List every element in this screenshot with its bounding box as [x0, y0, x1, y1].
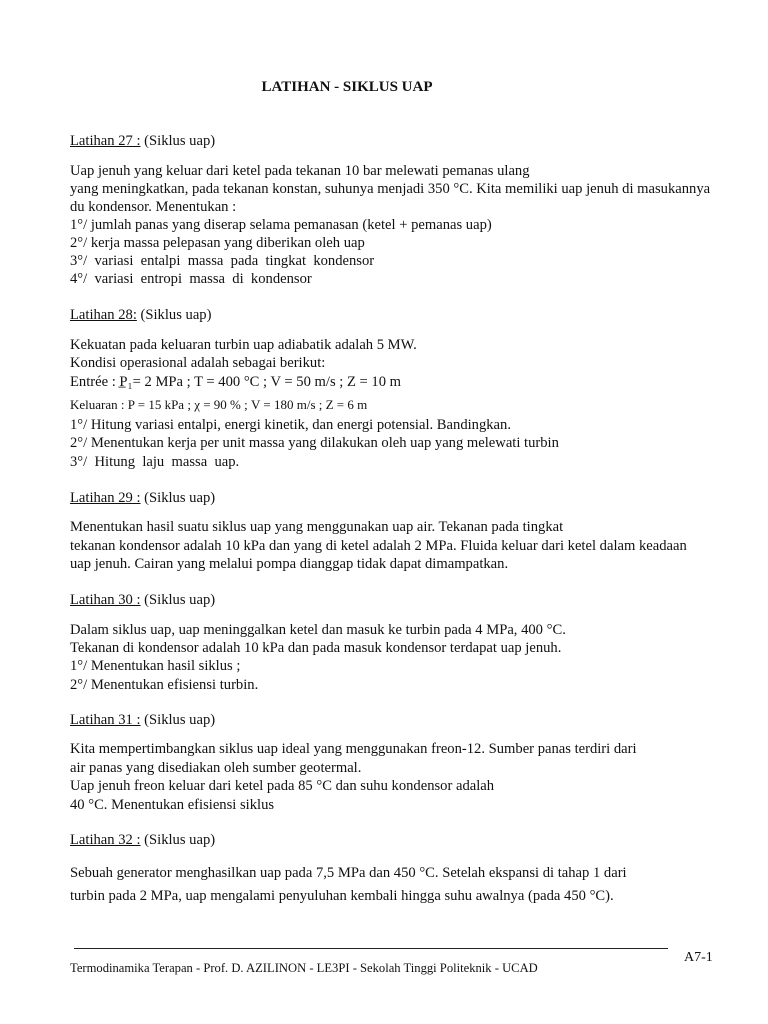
list-item: 3°/ Hitung laju massa uap.: [70, 454, 240, 470]
paragraph-line: uap jenuh. Cairan yang melalui pompa dianggap tidak dapat dimampatkan.: [70, 556, 509, 572]
paragraph-line: Dalam siklus uap, uap meninggalkan ketel dan masuk ke turbin pada 4 MPa, 400 °C.: [70, 622, 566, 638]
paragraph-line: Sebuah generator menghasilkan uap pada 7,5 MPa dan 450 °C. Setelah ekspansi di tahap 1 dari: [70, 865, 627, 881]
paragraph-line: Kondisi operasional adalah sebagai berikut:: [70, 355, 326, 371]
list-item: 1°/ Menentukan hasil siklus ;: [70, 658, 241, 674]
section-heading-label: Latihan 28:: [70, 307, 137, 323]
page-title: LATIHAN - SIKLUS UAP: [261, 79, 433, 95]
section-heading-28: [70, 306, 211, 324]
section-heading-32: [70, 831, 215, 849]
list-item: 2°/ Menentukan efisiensi turbin.: [70, 677, 259, 693]
list-item: 4°/ variasi entropi massa di kondensor: [70, 271, 312, 287]
section-heading-subtitle: (Siklus uap): [140, 832, 216, 848]
section-heading-label: Latihan 31 :: [70, 712, 141, 728]
section-heading-27: [70, 132, 215, 150]
paragraph-line: 40 °C. Menentukan efisiensi siklus: [70, 797, 275, 813]
section-heading-label: Latihan 32 :: [70, 832, 141, 848]
footer-text: Termodinamika Terapan - Prof. D. AZILINON - LE3PI - Sekolah Tinggi Politeknik - UCAD: [70, 961, 538, 975]
footer-rule: [74, 948, 668, 949]
section-heading-subtitle: (Siklus uap): [140, 592, 216, 608]
section-heading-29: [70, 489, 215, 507]
paragraph-line: Uap jenuh yang keluar dari ketel pada tekanan 10 bar melewati pemanas ulang: [70, 163, 530, 179]
paragraph-line: Tekanan di kondensor adalah 10 kPa dan pada masuk kondensor terdapat uap jenuh.: [70, 640, 562, 656]
inlet-conditions: Entrée : P̲₁= 2 MPa ; T = 400 °C ; V = 50 m/s ; Z = 10 m: [70, 374, 402, 390]
section-heading-subtitle: (Siklus uap): [136, 307, 212, 323]
paragraph-line: yang meningkatkan, pada tekanan konstan, suhunya menjadi 350 °C. Kita memiliki uap jenuh di masukannya: [70, 181, 711, 197]
list-item: 2°/ kerja massa pelepasan yang diberikan oleh uap: [70, 235, 365, 251]
section-heading-subtitle: (Siklus uap): [140, 490, 216, 506]
paragraph-line: Kekuatan pada keluaran turbin uap adiabatik adalah 5 MW.: [70, 337, 417, 353]
section-heading-subtitle: (Siklus uap): [140, 133, 216, 149]
section-heading-31: [70, 711, 215, 729]
list-item: 1°/ Hitung variasi entalpi, energi kinetik, dan energi potensial. Bandingkan.: [70, 417, 511, 433]
section-heading-label: Latihan 27 :: [70, 133, 141, 149]
list-item: 2°/ Menentukan kerja per unit massa yang dilakukan oleh uap yang melewati turbin: [70, 435, 559, 451]
section-heading-30: [70, 591, 215, 609]
paragraph-line: Uap jenuh freon keluar dari ketel pada 85 °C dan suhu kondensor adalah: [70, 778, 495, 794]
paragraph-line: Kita mempertimbangkan siklus uap ideal yang menggunakan freon-12. Sumber panas terdiri dari: [70, 741, 637, 757]
paragraph-line: du kondensor. Menentukan :: [70, 199, 237, 215]
section-heading-label: Latihan 30 :: [70, 592, 141, 608]
paragraph-line: turbin pada 2 MPa, uap mengalami penyuluhan kembali hingga suhu awalnya (pada 450 °C).: [70, 888, 614, 904]
section-heading-subtitle: (Siklus uap): [140, 712, 216, 728]
outlet-conditions: Keluaran : P = 15 kPa ; χ = 90 % ; V = 180 m/s ; Z = 6 m: [70, 397, 368, 412]
list-item: 1°/ jumlah panas yang diserap selama pemanasan (ketel + pemanas uap): [70, 217, 492, 233]
list-item: 3°/ variasi entalpi massa pada tingkat kondensor: [70, 253, 375, 269]
paragraph-line: air panas yang disediakan oleh sumber geotermal.: [70, 760, 362, 776]
section-heading-label: Latihan 29 :: [70, 490, 141, 506]
paragraph-line: tekanan kondensor adalah 10 kPa dan yang di ketel adalah 2 MPa. Fluida keluar dari ketel dalam keadaan: [70, 538, 687, 554]
paragraph-line: Menentukan hasil suatu siklus uap yang menggunakan uap air. Tekanan pada tingkat: [70, 519, 564, 535]
page-number: A7-1: [684, 950, 713, 965]
